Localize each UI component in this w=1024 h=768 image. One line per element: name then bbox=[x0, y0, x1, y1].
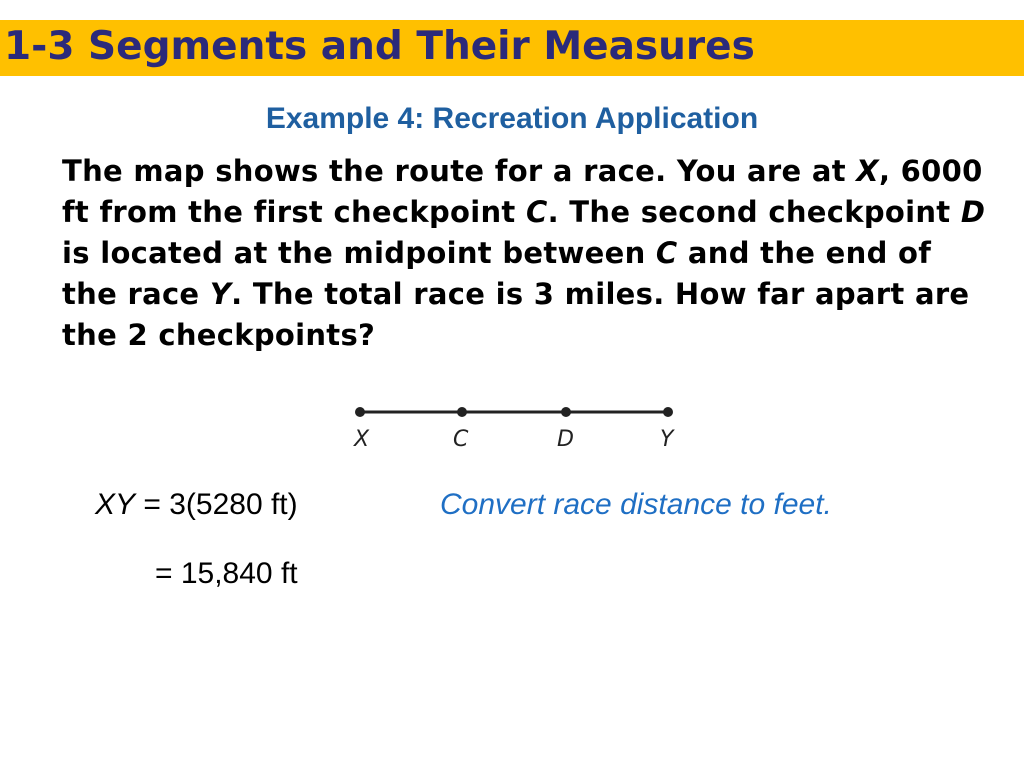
problem-part: . The total race is 3 miles. How far apart are the 2 checkpoints? bbox=[62, 277, 970, 352]
point-y-label: Y bbox=[660, 427, 674, 452]
segment-figure bbox=[330, 396, 700, 456]
variable-x: X bbox=[856, 154, 879, 188]
equation-expression: = 3(5280 ft) bbox=[135, 488, 298, 521]
variable-c: C bbox=[655, 236, 678, 270]
variable-d: D bbox=[960, 195, 986, 229]
equation-note: Convert race distance to feet. bbox=[440, 488, 832, 521]
point-y-dot bbox=[663, 407, 673, 417]
slide-title: 1-3 Segments and Their Measures bbox=[4, 24, 755, 69]
example-heading: Example 4: Recreation Application bbox=[265, 102, 759, 135]
point-d-label: D bbox=[557, 427, 574, 452]
problem-part: and the end of the race bbox=[62, 236, 932, 311]
problem-part: . The second checkpoint bbox=[547, 195, 961, 229]
problem-text bbox=[62, 151, 992, 356]
variable-c: C bbox=[526, 195, 548, 229]
problem-part: is located at the midpoint between bbox=[62, 236, 656, 270]
point-c-label: C bbox=[453, 427, 469, 452]
variable-y: Y bbox=[209, 277, 232, 311]
equation-line-2: = 15,840 ft bbox=[155, 557, 298, 590]
point-x-dot bbox=[355, 407, 365, 417]
point-x-label: X bbox=[354, 427, 370, 452]
point-c-dot bbox=[457, 407, 467, 417]
equation-variable: XY bbox=[95, 488, 136, 521]
problem-part: , 6000 ft from the first checkpoint bbox=[62, 154, 983, 229]
problem-part: The map shows the route for a race. You are at bbox=[62, 154, 857, 188]
equation-line-1 bbox=[95, 485, 298, 525]
point-d-dot bbox=[561, 407, 571, 417]
